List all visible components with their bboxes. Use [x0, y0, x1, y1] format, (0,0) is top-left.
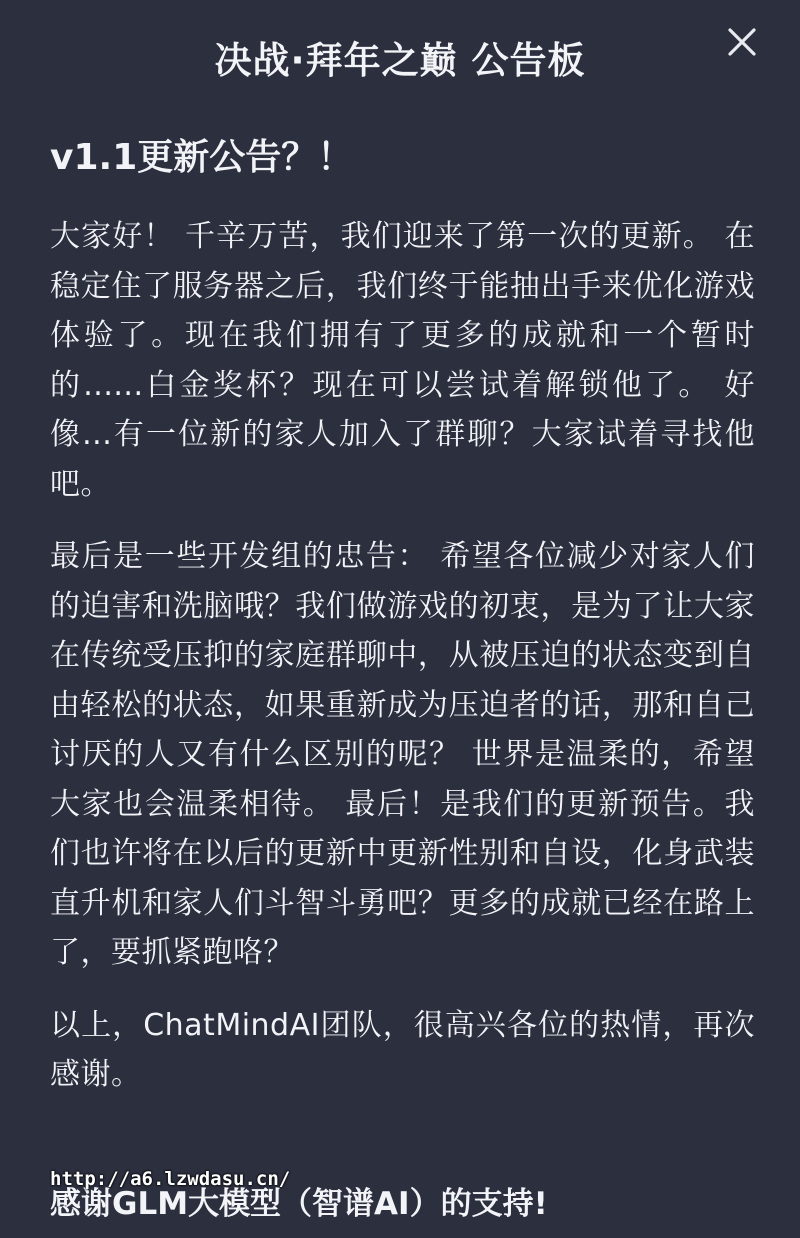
- announcement-content: [50, 128, 755, 1123]
- close-button[interactable]: [722, 22, 762, 62]
- page-title: 决战·拜年之巅 公告板: [214, 39, 586, 82]
- header: [0, 0, 800, 110]
- credit-text: 感谢GLM大模型（智谱AI）的支持!: [50, 1186, 548, 1222]
- update-title: v1.1更新公告？！: [50, 137, 354, 178]
- announcement-paragraph: 大家好！ 千辛万苦，我们迎来了第一次的更新。 在稳定住了服务器之后，我们终于能抽出手来优化游戏体验了。现在我们拥有了更多的成就和一个暂时的......白金奖杯？现在可以尝试着解锁他了。 好像...有一位新的家人加入了群聊？大家试着寻找他吧。: [50, 219, 755, 502]
- announcement-paragraph: 最后是一些开发组的忠告： 希望各位减少对家人们的迫害和洗脑哦？我们做游戏的初衷，是为了让大家在传统受压抑的家庭群聊中，从被压迫的状态变到自由轻松的状态，如果重新成为压迫者的话，那和自己讨厌的人又有什么区别的呢？ 世界是温柔的，希望大家也会温柔相待。 最后！是我们的更新预告。我们也许将在以后的更新中更新性别和自设，化身武装直升机和家人们斗智斗勇吧？更多的成就已经在路上了，要抓紧跑咯？: [50, 539, 755, 970]
- watermark-url: http://a6.lzwdasu.cn/: [50, 1168, 291, 1190]
- close-icon: [722, 22, 762, 62]
- announcement-paragraph: 以上，ChatMindAI团队，很高兴各位的热情，再次感谢。: [50, 1007, 755, 1092]
